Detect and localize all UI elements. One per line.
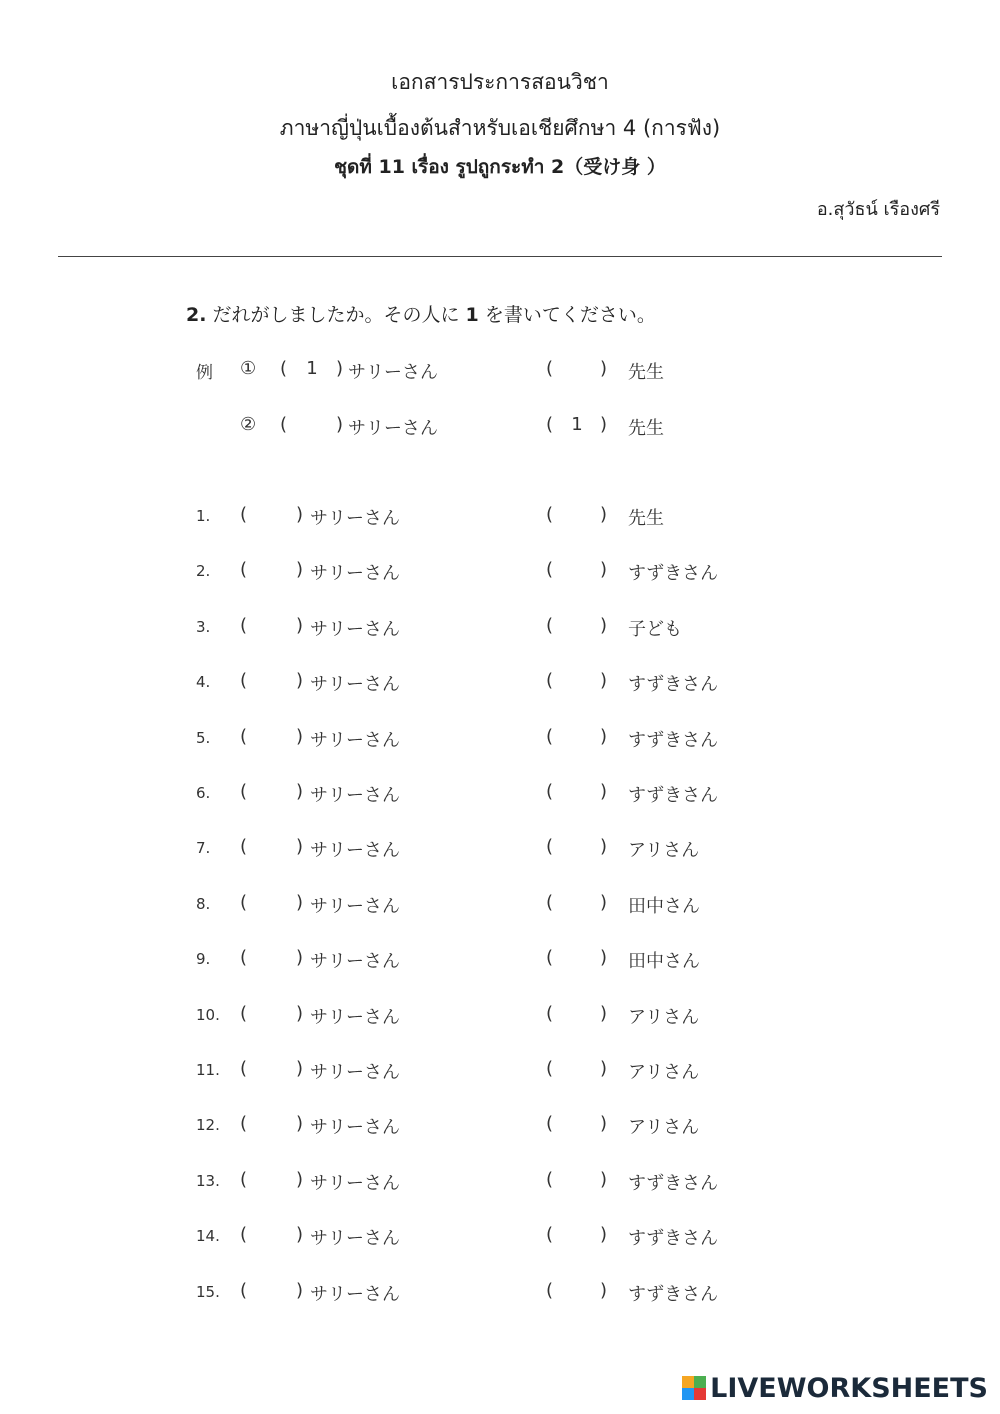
left-answer-blank[interactable] [250,947,290,971]
right-paren-close: ) [600,1113,608,1134]
right-paren-open: ( [546,1224,554,1245]
question-row [0,1113,1000,1143]
question-row [0,836,1000,866]
left-paren-open: ( [280,358,288,379]
header-divider [58,256,942,257]
right-paren-close: ) [600,358,608,379]
left-name: サリーさん [310,896,400,917]
right-paren-close: ) [600,1169,608,1190]
left-paren-open: ( [240,1003,248,1024]
right-name: 田中さん [628,896,700,917]
right-answer-blank[interactable] [556,1169,596,1193]
logo-square [682,1388,694,1400]
right-answer-blank[interactable] [556,615,596,639]
left-answer-blank[interactable] [250,836,290,860]
right-paren-close: ) [600,781,608,802]
left-name: サリーさん [310,619,400,640]
right-paren-open: ( [546,892,554,913]
right-paren-open: ( [546,836,554,857]
right-name: すずきさん [628,730,719,751]
question-row [0,1058,1000,1088]
example-left-name: サリーさん [348,418,438,439]
right-name: アリさん [628,1007,700,1028]
instruction [186,300,656,327]
instruction-text-b: を書いてください。 [478,304,656,326]
question-row [0,726,1000,756]
question-number: 14. [196,1227,220,1245]
right-paren-close: ) [600,1280,608,1301]
right-name: アリさん [628,1062,700,1083]
left-paren-open: ( [240,1280,248,1301]
question-row [0,670,1000,700]
right-paren-close: ) [600,670,608,691]
right-paren-close: ) [600,836,608,857]
left-paren-open: ( [240,836,248,857]
right-answer-blank[interactable] [556,947,596,971]
left-paren-close: ) [296,1224,304,1245]
left-paren-open: ( [240,1058,248,1079]
question-row [0,892,1000,922]
left-paren-close: ) [296,615,304,636]
right-paren-open: ( [546,358,554,379]
example-right-name: 先生 [628,418,664,439]
question-number: 9. [196,950,211,968]
left-answer-blank[interactable] [250,670,290,694]
left-paren-close: ) [336,414,344,435]
left-answer-blank[interactable] [250,1169,290,1193]
question-number: 7. [196,839,211,857]
right-name: 子ども [628,619,682,640]
question-row [0,781,1000,811]
question-number: 11. [196,1061,220,1079]
question-number: 3. [196,618,211,636]
left-name: サリーさん [310,563,400,584]
question-number: 10. [196,1006,220,1024]
left-paren-close: ) [296,1169,304,1190]
question-row [0,1003,1000,1033]
left-name: サリーさん [310,1173,400,1194]
right-paren-open: ( [546,615,554,636]
left-paren-open: ( [240,1224,248,1245]
question-number: 4. [196,673,211,691]
left-name: サリーさん [310,1007,400,1028]
left-paren-close: ) [296,836,304,857]
left-paren-close: ) [296,559,304,580]
right-paren-close: ) [600,414,608,435]
instruction-number: 2. [186,304,207,326]
left-paren-open: ( [240,947,248,968]
right-name: アリさん [628,1117,700,1138]
right-paren-close: ) [600,504,608,525]
liveworksheets-logo-icon [682,1376,706,1400]
right-name: すずきさん [628,674,719,695]
question-number: 1. [196,507,211,525]
question-number: 13. [196,1172,220,1190]
right-paren-open: ( [546,947,554,968]
instruction-text-a: だれがしましたか。その人に [206,304,466,326]
right-paren-open: ( [546,1280,554,1301]
right-paren-close: ) [600,1058,608,1079]
right-paren-close: ) [600,892,608,913]
left-paren-open: ( [240,670,248,691]
right-name: すずきさん [628,1173,719,1194]
question-number: 2. [196,562,211,580]
left-paren-open: ( [240,504,248,525]
left-name: サリーさん [310,840,400,861]
example-left-answer: 1 [306,358,318,379]
right-answer-blank[interactable] [556,1280,596,1304]
right-paren-open: ( [546,1113,554,1134]
left-paren-open: ( [280,414,288,435]
question-number: 5. [196,729,211,747]
left-answer-blank[interactable] [250,615,290,639]
left-paren-close: ) [296,781,304,802]
right-paren-open: ( [546,781,554,802]
left-answer-blank[interactable] [250,1280,290,1304]
right-paren-close: ) [600,947,608,968]
right-paren-close: ) [600,559,608,580]
question-row [0,1224,1000,1254]
right-answer-blank[interactable] [556,892,596,916]
question-number: 12. [196,1116,220,1134]
left-paren-close: ) [296,947,304,968]
left-paren-close: ) [296,1113,304,1134]
left-answer-blank[interactable] [250,1113,290,1137]
question-number: 8. [196,895,211,913]
right-answer-blank[interactable] [556,1003,596,1027]
right-paren-close: ) [600,1224,608,1245]
instruction-bold-number: 1 [465,304,479,326]
right-answer-blank[interactable] [556,559,596,583]
document-title: เอกสารประการสอนวิชา [391,70,609,94]
left-paren-close: ) [296,1280,304,1301]
left-paren-open: ( [240,781,248,802]
left-paren-open: ( [240,559,248,580]
example-row-2 [0,414,1000,444]
right-name: アリさん [628,840,700,861]
right-paren-open: ( [546,1003,554,1024]
left-name: サリーさん [310,951,400,972]
example-right-name: 先生 [628,362,664,383]
logo-square [682,1376,694,1388]
right-paren-open: ( [546,1058,554,1079]
right-name: すずきさん [628,1284,719,1305]
right-name: 田中さん [628,951,700,972]
left-name: サリーさん [310,1062,400,1083]
right-answer-blank[interactable] [556,1058,596,1082]
question-number: 15. [196,1283,220,1301]
left-paren-close: ) [296,892,304,913]
right-paren-open: ( [546,559,554,580]
example-left-name: サリーさん [348,362,438,383]
left-paren-close: ) [336,358,344,379]
question-row [0,504,1000,534]
right-answer-blank[interactable] [556,781,596,805]
right-paren-open: ( [546,414,554,435]
example-marker: ① [240,358,257,379]
example-row-1 [0,358,1000,388]
left-name: サリーさん [310,1284,400,1305]
right-answer-blank[interactable] [556,504,596,528]
question-row [0,1280,1000,1310]
left-answer-blank[interactable] [250,504,290,528]
left-paren-open: ( [240,892,248,913]
left-answer-blank[interactable] [250,726,290,750]
example-marker: ② [240,414,257,435]
left-answer-blank[interactable] [250,1224,290,1248]
brand-name: LIVEWORKSHEETS [710,1372,988,1404]
logo-square [694,1376,706,1388]
left-paren-open: ( [240,1169,248,1190]
right-answer-blank[interactable] [556,670,596,694]
right-paren-open: ( [546,504,554,525]
left-answer-blank[interactable] [250,781,290,805]
left-paren-close: ) [296,670,304,691]
left-name: サリーさん [310,730,400,751]
left-paren-close: ) [296,1003,304,1024]
right-answer-blank[interactable] [556,1224,596,1248]
right-name: すずきさん [628,563,719,584]
left-name: サリーさん [310,1228,400,1249]
course-title: ภาษาญี่ปุ่นเบื้องต้นสำหรับเอเชียศึกษา 4 (การฟัง) [279,116,721,140]
left-answer-blank[interactable] [250,1003,290,1027]
right-paren-close: ) [600,726,608,747]
logo-square [694,1388,706,1400]
right-paren-open: ( [546,670,554,691]
left-answer-blank[interactable] [250,892,290,916]
left-paren-close: ) [296,1058,304,1079]
left-name: サリーさん [310,785,400,806]
right-name: 先生 [628,508,664,529]
left-name: サリーさん [310,1117,400,1138]
left-name: サリーさん [310,508,400,529]
left-paren-close: ) [296,504,304,525]
right-paren-open: ( [546,1169,554,1190]
right-answer-blank[interactable] [556,836,596,860]
right-name: すずきさん [628,1228,719,1249]
question-row [0,947,1000,977]
author-name: อ.สุวัธน์ เรืองศรี [816,199,940,220]
question-row [0,559,1000,589]
right-paren-close: ) [600,615,608,636]
left-paren-open: ( [240,1113,248,1134]
left-paren-open: ( [240,615,248,636]
lesson-title: ชุดที่ 11 เรื่อง รูปถูกระทำ 2（受け身 ） [334,156,666,178]
question-row [0,615,1000,645]
question-number: 6. [196,784,211,802]
question-row [0,1169,1000,1199]
footer-brand [682,1372,988,1404]
left-answer-blank[interactable] [250,559,290,583]
left-paren-close: ) [296,726,304,747]
left-name: サリーさん [310,674,400,695]
right-answer-blank[interactable] [556,726,596,750]
example-right-answer: 1 [571,414,583,435]
right-paren-close: ) [600,1003,608,1024]
left-paren-open: ( [240,726,248,747]
example-label: 例 [196,363,213,383]
right-answer-blank[interactable] [556,1113,596,1137]
right-paren-open: ( [546,726,554,747]
right-name: すずきさん [628,785,719,806]
left-answer-blank[interactable] [250,1058,290,1082]
